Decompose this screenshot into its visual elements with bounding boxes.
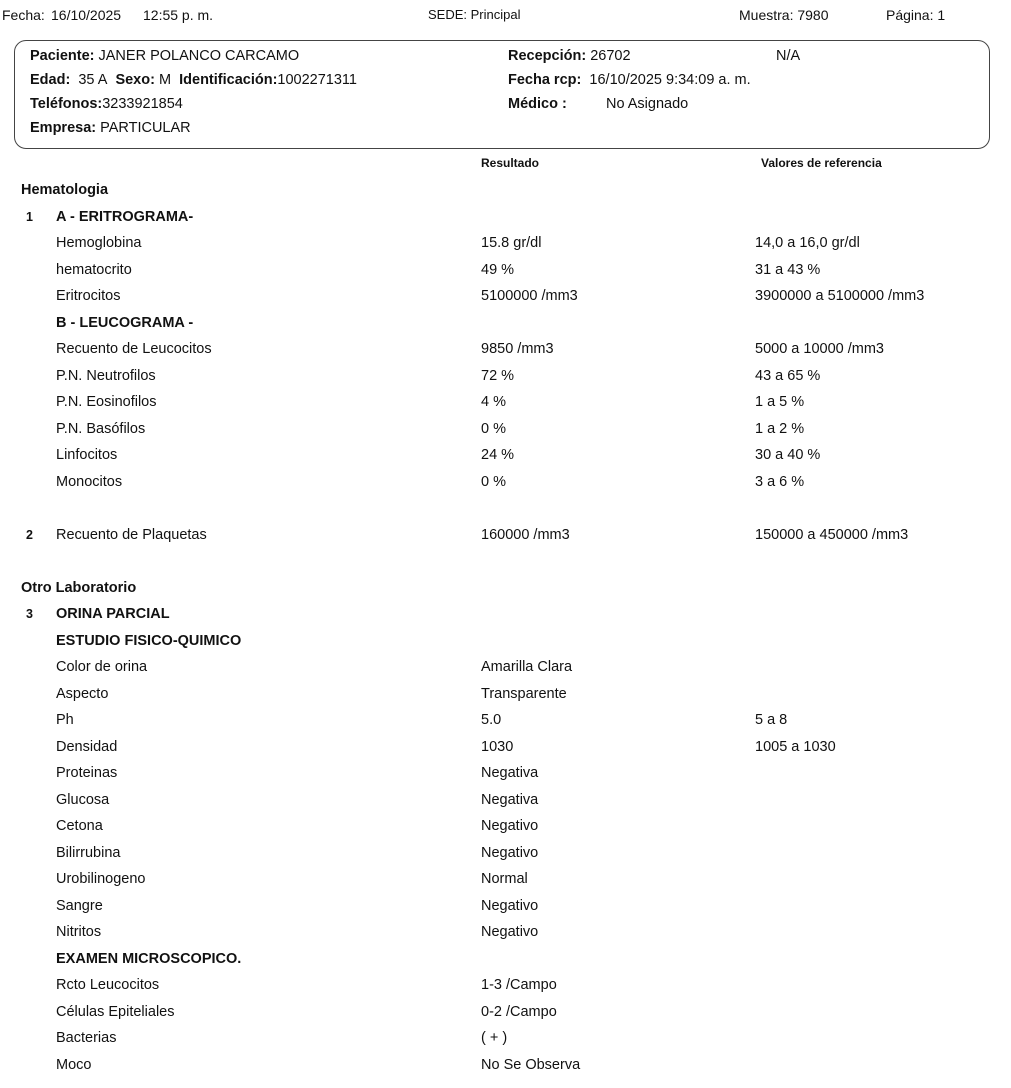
- test-result: 160000 /mm3: [481, 526, 570, 543]
- test-name: Proteinas: [56, 765, 118, 781]
- test-name: Sangre: [56, 897, 103, 914]
- sex: M: [158, 72, 172, 88]
- test-result: 49 %: [481, 261, 515, 278]
- test-name: Cetona: [56, 818, 103, 834]
- test-name: Recuento de Plaquetas: [56, 526, 207, 543]
- company: PARTICULAR: [100, 120, 191, 136]
- test-result: 0 %: [481, 473, 506, 490]
- result-row: [0, 257, 1011, 284]
- result-row: [0, 760, 1011, 787]
- test-group: [0, 601, 1011, 1078]
- test-name: P.N. Neutrofilos: [56, 367, 156, 384]
- doctor-label: Médico :: [508, 96, 567, 112]
- test-group: [0, 204, 1011, 496]
- test-name: Densidad: [56, 738, 118, 755]
- na: N/A: [776, 48, 801, 64]
- test-result: ( + ): [481, 1030, 508, 1046]
- result-row: [0, 522, 1011, 549]
- test-name: Nitritos: [56, 924, 102, 940]
- reference-range: 14,0 a 16,0 gr/dl: [755, 235, 860, 251]
- reference-range: 30 a 40 %: [755, 447, 821, 463]
- test-result: 72 %: [481, 367, 515, 384]
- subheader-title: ESTUDIO FISICO-QUIMICO: [56, 632, 242, 649]
- test-result: 9850 /mm3: [481, 341, 554, 357]
- test-name: Eritrocitos: [56, 288, 121, 304]
- subheader-title: A - ERITROGRAMA-: [56, 208, 194, 225]
- reference-range: 1005 a 1030: [755, 738, 836, 755]
- result-row: [0, 707, 1011, 734]
- reference-range: 31 a 43 %: [755, 261, 821, 278]
- reference-range: 43 a 65 %: [755, 367, 821, 384]
- subheader-row: [0, 601, 1011, 628]
- result-row: [0, 283, 1011, 310]
- result-row: [0, 469, 1011, 496]
- test-name: Aspecto: [56, 685, 109, 702]
- result-row: [0, 654, 1011, 681]
- reference-range: 1 a 2 %: [755, 420, 805, 437]
- test-result: 1-3 /Campo: [481, 977, 557, 993]
- result-row: [0, 787, 1011, 814]
- reception-date-label: Fecha rcp:: [508, 72, 582, 88]
- subheader-title: B - LEUCOGRAMA -: [56, 314, 194, 331]
- result-row: [0, 363, 1011, 390]
- print-date-label: Fecha:: [2, 7, 45, 23]
- subheader-row: [0, 628, 1011, 655]
- print-date: 16/10/2025: [51, 7, 122, 23]
- phone: 3233921854: [102, 96, 183, 112]
- subheader-title: ORINA PARCIAL: [56, 606, 170, 622]
- result-column-header: Resultado: [481, 156, 540, 170]
- reception-label: Recepción:: [508, 48, 587, 64]
- test-result: 4 %: [481, 394, 506, 410]
- reference-column-header: Valores de referencia: [761, 156, 882, 170]
- result-row: [0, 893, 1011, 920]
- test-name: Monocitos: [56, 473, 123, 490]
- test-name: Color de orina: [56, 659, 148, 675]
- sex-label: Sexo:: [115, 72, 155, 88]
- subheader-title: EXAMEN MICROSCOPICO.: [56, 950, 242, 967]
- lab-section: [0, 575, 1011, 1079]
- results-body: [0, 177, 1011, 1078]
- test-result: 0-2 /Campo: [481, 1003, 557, 1020]
- result-row: [0, 972, 1011, 999]
- phone-label: Teléfonos:: [30, 96, 103, 112]
- result-row: [0, 840, 1011, 867]
- age: 35 A: [78, 72, 108, 88]
- age-label: Edad:: [30, 72, 71, 88]
- print-time: 12:55 p. m.: [143, 7, 214, 23]
- reference-range: 150000 a 450000 /mm3: [755, 526, 909, 543]
- test-result: 0 %: [481, 420, 506, 437]
- reference-range: 3900000 a 5100000 /mm3: [755, 288, 925, 304]
- test-name: Bacterias: [56, 1030, 117, 1046]
- test-name: Células Epiteliales: [56, 1003, 175, 1020]
- test-result: 24 %: [481, 447, 515, 463]
- id-label: Identificación:: [179, 72, 278, 88]
- id-number: 1002271311: [277, 72, 357, 88]
- result-row: [0, 336, 1011, 363]
- section-title: Otro Laboratorio: [21, 579, 137, 596]
- reception-date: 16/10/2025 9:34:09 a. m.: [589, 72, 751, 88]
- page-number: Página: 1: [886, 7, 946, 23]
- result-row: [0, 389, 1011, 416]
- result-row: [0, 813, 1011, 840]
- result-row: [0, 734, 1011, 761]
- test-name: Ph: [56, 712, 74, 728]
- test-result: 5100000 /mm3: [481, 288, 578, 304]
- result-row: [0, 999, 1011, 1026]
- section-title-row: [0, 177, 1011, 204]
- test-result: Negativo: [481, 924, 539, 940]
- section-title-row: [0, 575, 1011, 602]
- sample-number: Muestra: 7980: [739, 7, 829, 23]
- reference-range: 3 a 6 %: [755, 473, 805, 490]
- test-name: Bilirrubina: [56, 844, 121, 861]
- test-name: Hemoglobina: [56, 235, 142, 251]
- patient-label: Paciente:: [30, 48, 95, 64]
- reception: 26702: [590, 48, 631, 64]
- reference-range: 5000 a 10000 /mm3: [755, 341, 884, 357]
- test-number: 1: [26, 209, 33, 224]
- test-result: Negativo: [481, 818, 539, 834]
- result-row: [0, 442, 1011, 469]
- test-result: 15.8 gr/dl: [481, 235, 542, 251]
- test-result: 5.0: [481, 712, 502, 728]
- subheader-row: [0, 310, 1011, 337]
- test-group: [0, 522, 1011, 549]
- result-row: [0, 1052, 1011, 1079]
- test-result: Negativa: [481, 791, 539, 808]
- test-result: Negativa: [481, 765, 539, 781]
- section-title: Hematologia: [21, 182, 109, 198]
- result-row: [0, 681, 1011, 708]
- result-row: [0, 416, 1011, 443]
- test-name: Linfocitos: [56, 447, 118, 463]
- patient-name: JANER POLANCO CARCAMO: [98, 48, 300, 64]
- test-name: hematocrito: [56, 261, 132, 278]
- subheader-row: [0, 946, 1011, 973]
- test-number: 2: [26, 527, 33, 542]
- test-result: Transparente: [481, 685, 567, 702]
- result-row: [0, 230, 1011, 257]
- test-name: Moco: [56, 1056, 92, 1073]
- site: SEDE: Principal: [428, 7, 521, 22]
- test-name: Recuento de Leucocitos: [56, 341, 212, 357]
- result-row: [0, 919, 1011, 946]
- report-header: [0, 7, 1011, 25]
- test-name: Rcto Leucocitos: [56, 977, 160, 993]
- test-result: Negativo: [481, 897, 539, 914]
- company-label: Empresa:: [30, 120, 97, 136]
- test-result: No Se Observa: [481, 1056, 581, 1073]
- test-result: 1030: [481, 738, 514, 755]
- test-name: P.N. Basófilos: [56, 420, 146, 437]
- test-name: P.N. Eosinofilos: [56, 394, 157, 410]
- test-number: 3: [26, 607, 33, 621]
- reference-range: 5 a 8: [755, 712, 788, 728]
- doctor: No Asignado: [606, 96, 689, 112]
- test-result: Negativo: [481, 844, 539, 861]
- result-row: [0, 866, 1011, 893]
- reference-range: 1 a 5 %: [755, 394, 805, 410]
- test-name: Glucosa: [56, 791, 110, 808]
- test-result: Normal: [481, 871, 528, 887]
- test-name: Urobilinogeno: [56, 871, 146, 887]
- result-row: [0, 1025, 1011, 1052]
- subheader-row: [0, 204, 1011, 231]
- test-result: Amarilla Clara: [481, 659, 573, 675]
- lab-section: [0, 177, 1011, 548]
